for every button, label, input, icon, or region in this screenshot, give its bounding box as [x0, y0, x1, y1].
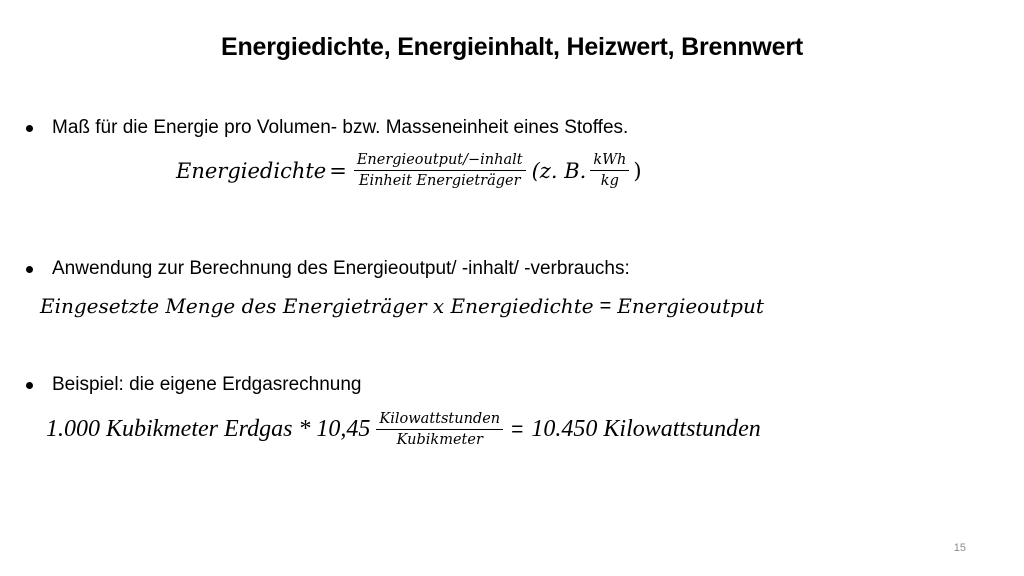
formula-lhs: 1.000 Kubikmeter Erdgas * 10,45: [46, 416, 371, 442]
bullet-icon: [26, 125, 33, 132]
unit-fraction: [590, 152, 629, 189]
page-number: 15: [953, 542, 966, 554]
fraction-denominator: Kubikmeter: [396, 432, 483, 448]
unit-denominator: kg: [600, 173, 619, 189]
energieoutput-formula: [40, 294, 764, 318]
bullet-item: [26, 258, 630, 280]
fraction-numerator: Energieoutput/−inhalt: [354, 152, 526, 171]
erdgas-example-formula: [46, 411, 761, 448]
fraction-numerator: Kilowattstunden: [376, 411, 503, 430]
formula-fraction: [376, 411, 503, 448]
energiedichte-formula: [176, 152, 642, 189]
formula-lhs: Eingesetzte Menge des Energieträger x Energiedichte: [40, 294, 594, 318]
bullet-text: Anwendung zur Berechnung des Energieoutput/ -inhalt/ -verbrauchs:: [52, 258, 630, 279]
example-open: (z. B.: [531, 158, 587, 183]
bullet-item: [26, 374, 362, 396]
formula-equals: =: [511, 417, 524, 441]
formula-equals: =: [329, 158, 347, 183]
bullet-text: Beispiel: die eigene Erdgasrechnung: [52, 374, 362, 395]
formula-equals: =: [599, 294, 612, 317]
bullet-text: Maß für die Energie pro Volumen- bzw. Masseneinheit eines Stoffes.: [52, 117, 629, 138]
unit-numerator: kWh: [590, 152, 629, 171]
formula-rhs: 10.450 Kilowattstunden: [531, 416, 761, 442]
formula-lhs: Energiedichte: [176, 158, 327, 183]
fraction-denominator: Einheit Energieträger: [358, 173, 521, 189]
bullet-icon: [26, 266, 33, 273]
formula-fraction: [354, 152, 526, 189]
example-close: ): [633, 158, 642, 183]
formula-rhs: Energieoutput: [617, 294, 764, 318]
bullet-item: [26, 117, 628, 139]
slide-title: Energiedichte, Energieinhalt, Heizwert, Brennwert: [221, 33, 803, 61]
bullet-icon: [26, 382, 33, 389]
